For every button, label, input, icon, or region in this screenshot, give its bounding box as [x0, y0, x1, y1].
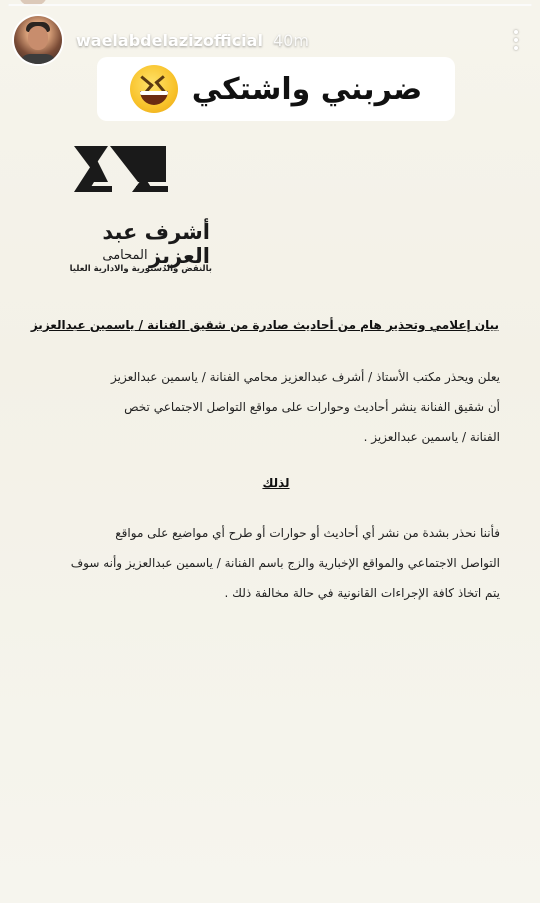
firm-title: المحامى	[102, 248, 148, 263]
document-paragraph-1	[50, 362, 500, 452]
laughing-face-emoji	[130, 65, 178, 113]
caption-text: ضربني واشتكي	[191, 71, 423, 107]
paragraph-line: فأننا نحذر بشدة من نشر أي أحاديث أو حوارات أو طرح أي مواضيع على مواقع	[115, 526, 500, 540]
paragraph-line: يعلن ويحذر مكتب الأستاذ / أشرف عبدالعزيز محامي الفنانة / ياسمين عبدالعزيز	[110, 370, 500, 384]
firm-specialty: بالنقض والدستورية والادارية العليا	[69, 264, 212, 274]
paragraph-line: يتم اتخاذ كافة الإجراءات القانونية في حالة مخالفة ذلك .	[224, 586, 500, 600]
paragraph-line: الفنانة / ياسمين عبدالعزيز .	[363, 430, 500, 444]
paragraph-line: أن شقيق الفنانة ينشر أحاديث وحوارات على مواقع التواصل الاجتماعي تخص	[124, 400, 500, 414]
law-firm-logo-mark	[74, 142, 170, 204]
post-time: 40m	[272, 30, 309, 50]
document-image	[16, 130, 516, 690]
document-paragraph-2	[50, 518, 500, 608]
law-firm-logo	[56, 142, 212, 274]
username[interactable]: waelabdelazizofficial	[76, 30, 263, 50]
avatar[interactable]	[14, 16, 62, 64]
story-progress-bar	[8, 4, 532, 6]
document-subheading: لذلك	[262, 476, 290, 490]
story-progress-fill	[8, 4, 532, 6]
firm-name: أشرف عبد العزيز	[102, 220, 210, 268]
document-heading: بيان إعلامي وتحذير هام من أحاديث صادرة من شقيق الفنانة / ياسمين عبدالعزيز	[30, 318, 499, 332]
paragraph-line: التواصل الاجتماعي والمواقع الإخبارية والزج باسم الفنانة / ياسمين عبدالعزيز وأنه سوف	[70, 556, 500, 570]
story-caption-sticker	[97, 57, 455, 121]
more-vertical-icon[interactable]	[506, 25, 526, 55]
